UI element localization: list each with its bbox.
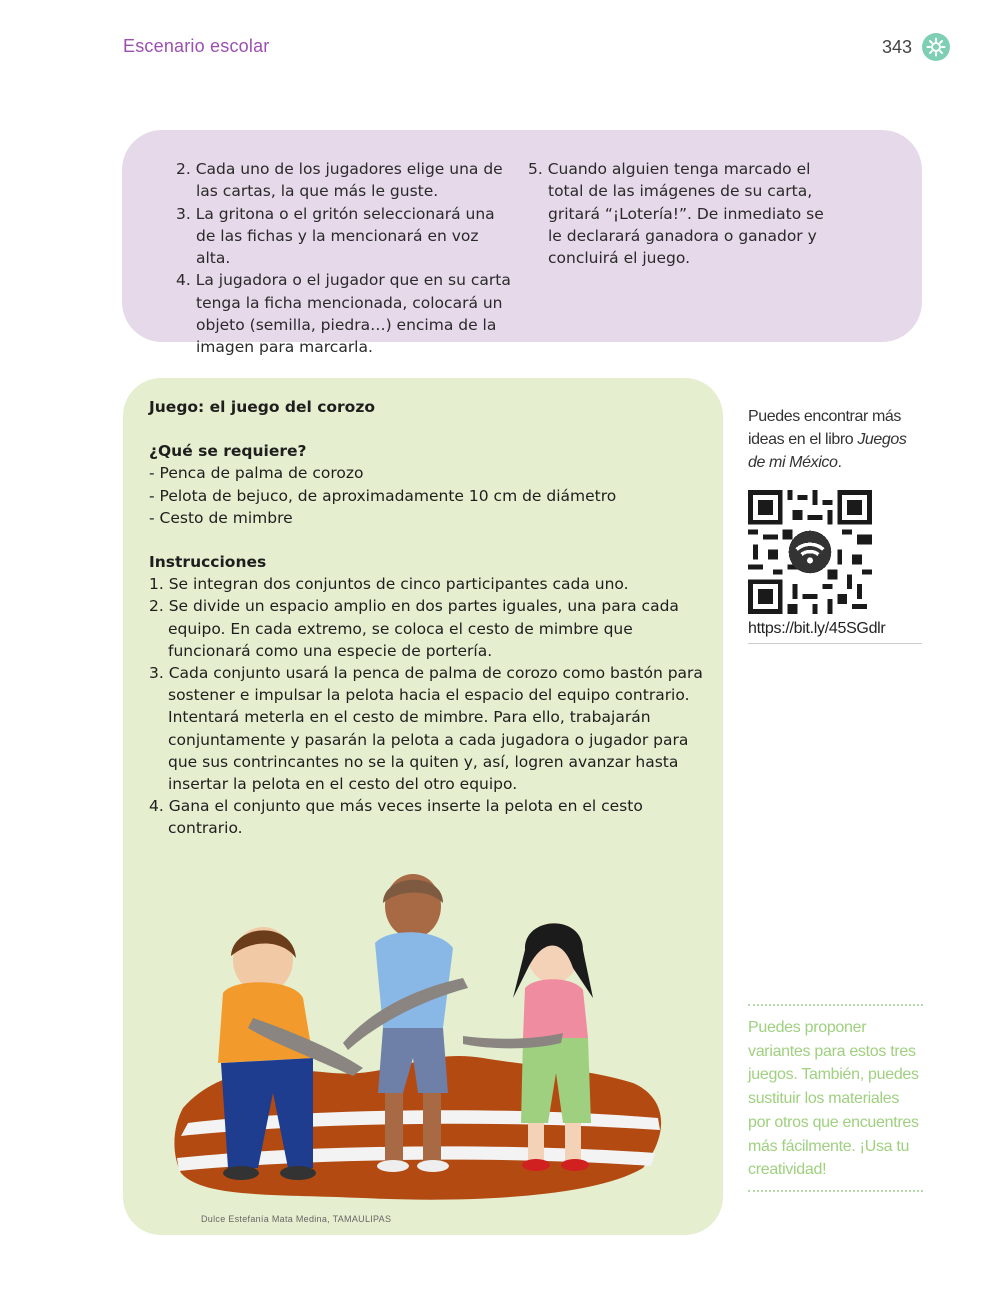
qr-code-icon[interactable] [748,490,872,614]
section-title: Escenario escolar [123,36,270,56]
page-header-right [882,33,950,61]
corozo-text [149,396,709,840]
illustration-credit [201,1214,391,1224]
loteria-step-3: 3. La gritona o el gritón seleccionará una de las fichas y la mencionará en voz alta. [176,204,495,268]
requirement-item: - Pelota de bejuco, de aproximadamente 10 cm de diámetro [149,486,617,505]
credit-state: TAMAULIPAS [332,1214,392,1224]
corozo-game-panel [123,378,723,1235]
children-playing-illustration [163,868,683,1213]
instructions-list [149,573,709,839]
page-number: 343 [881,36,912,57]
note-prefix: Puedes encontrar más ideas en el libro [748,408,901,448]
note-suffix: . [837,454,842,471]
divider [748,643,922,644]
book-title: Juegos de mi México [748,431,907,471]
loteria-step-4: 4. La jugadora o el jugador que en su carta tenga la ficha mencionada, colocará un objeto (semilla, piedra…) encima de la imagen para marcarla. [176,271,511,357]
requirement-item: - Penca de palma de corozo [149,464,364,483]
gear-icon [922,33,950,61]
instruction-step-1: 1. Se integran dos conjuntos de cinco participantes cada uno. [149,575,629,594]
loteria-step-2: 2. Cada uno de los jugadores elige una de las cartas, la que más le guste. [176,160,503,201]
loteria-steps-right [528,158,828,269]
qr-link[interactable]: https://bit.ly/45SGdlr [748,620,886,637]
creativity-tip: Puedes proponer variantes para estos tres juegos. También, puedes sustituir los materiales por otros que encuentres más fácilmente. ¡Usa tu creatividad! [748,1004,923,1192]
instruction-step-2: 2. Se divide un espacio amplio en dos partes iguales, una para cada equipo. En cada extremo, se coloca el cesto de mimbre que funcionará como una especie de portería. [149,597,679,660]
corozo-title: Juego: el juego del corozo [149,398,375,416]
book-reference-note [748,405,923,474]
loteria-step-5: 5. Cuando alguien tenga marcado el total de las imágenes de su carta, gritará “¡Lotería!”. De inmediato se le declarará ganadora o ganador y concluirá el juego. [528,160,824,268]
loteria-steps-left [176,158,516,359]
instruction-step-4: 4. Gana el conjunto que más veces inserte la pelota en el cesto contrario. [149,797,643,838]
requirement-item: - Cesto de mimbre [149,508,293,527]
instructions-heading: Instrucciones [149,553,267,572]
loteria-instructions-panel [122,130,922,357]
credit-author: Dulce Estefanía Mata Medina, [201,1214,333,1224]
instruction-step-3: 3. Cada conjunto usará la penca de palma de corozo como bastón para sostener e impulsar la pelota hacia el espacio del equipo contrario. Intentará meterla en el cesto de mimbre. Para ello, trabajarán conjuntamente y pasarán la pelota a cada jugadora o jugador para que sus contrincantes no se la quiten y, así, logren avanzar hasta insertar la pelota en el cesto del otro equipo. [149,664,703,794]
requirements-heading: ¿Qué se requiere? [149,442,307,461]
